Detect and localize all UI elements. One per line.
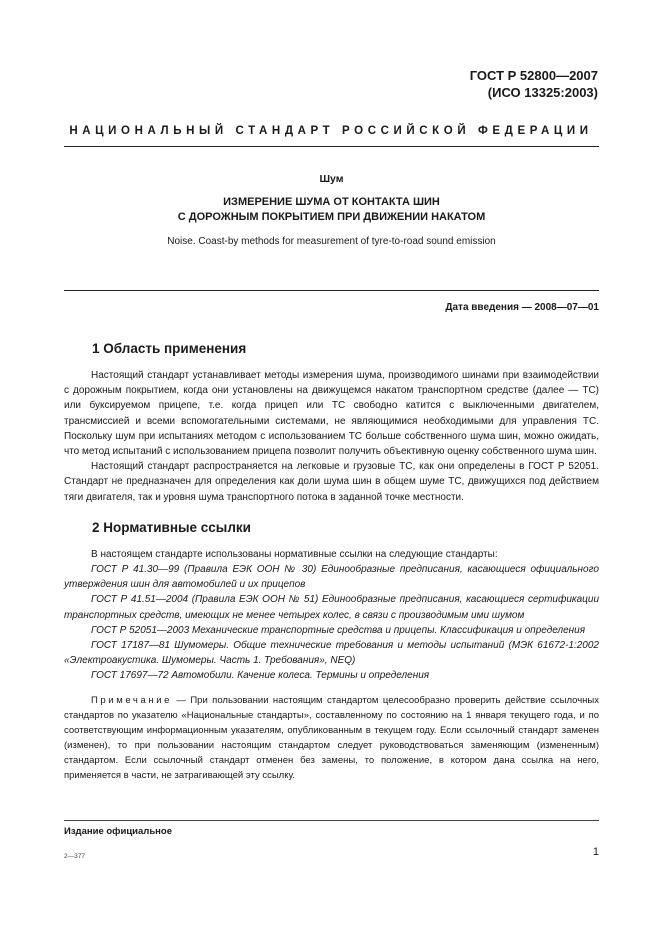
section1-heading: 1 Область применения	[92, 341, 247, 356]
section1-paragraph-2: Настоящий стандарт распространяется на легковые и грузовые ТС, как они определены в ГОСТ Р 52051. Стандарт не предназначен для определения как доли шума шин в общем шуме ТС, движущихся под действием тяги двигателя, так и уровня шума транспортного потока в заданной точке местности.	[64, 461, 599, 503]
national-standard-title: НАЦИОНАЛЬНЫЙ СТАНДАРТ РОССИЙСКОЙ ФЕДЕРАЦИИ	[69, 125, 593, 137]
reference-item: ГОСТ Р 52051—2003 Механические транспортные средства и прицепы. Классификация и определения	[91, 624, 586, 636]
reference-item: ГОСТ 17187—81 Шумомеры. Общие технические требования и методы испытаний (МЭК 61672-1:2002 «Электроакустика. Шумомеры. Часть 1. Требования», NEQ)	[64, 640, 599, 667]
document-body	[64, 340, 599, 783]
reference-item: ГОСТ Р 41.51—2004 (Правила ЕЭК ООН № 51) Единообразные предписания, касающиеся сертификации транспортных средств, имеющих не менее четырех колес, в связи с производимым ими шумом	[64, 594, 599, 621]
section2-heading: 2 Нормативные ссылки	[92, 519, 251, 535]
header-divider	[64, 146, 599, 147]
note-label: Примечание	[91, 694, 172, 706]
document-title-line1: ИЗМЕРЕНИЕ ШУМА ОТ КОНТАКТА ШИН	[223, 196, 440, 208]
section1-paragraph-1: Настоящий стандарт устанавливает методы измерения шума, производимого шинами при взаимодействии с дорожным покрытием, когда они установлены на движущемся накатом транспортном средстве (далее — ТС) или буксируемом прицепе, т.е. когда прицеп или ТС свободно катится с выключенными двигателем, трансмиссией и всеми вспомогательными системами, не являющимися необходимыми для управления ТС. Поскольку шум при испытаниях методом с использованием ТС больше собственного шума шин, можно ожидать, что метод испытаний с использованием прицепа позволит получить объективную оценку собственного шума шин.	[64, 370, 599, 458]
reference-item: ГОСТ Р 41.30—99 (Правила ЕЭК ООН № 30) Единообразные предписания, касающиеся официального утверждения шин для автомобилей и их прицепов	[64, 564, 599, 591]
note-text: — При пользовании настоящим стандартом целесообразно проверить действие ссылочных стандартов по указателю «Национальные стандарты», составленному по состоянию на 1 января текущего года, и по соответствующим информационным указателям, опубликованным в текущем году. Если ссылочный стандарт заменен (изменен), то при пользовании настоящим стандартом следует руководствоваться заменяющим (измененным) стандартом. Если ссылочный стандарт отменен без замены, то положение, в котором дана ссылка на него, применяется в части, не затрагивающей эту ссылку.	[64, 694, 599, 781]
footer-divider	[64, 820, 599, 821]
print-code: 2—377	[64, 853, 85, 860]
reference-item: ГОСТ 17697—72 Автомобили. Качение колеса. Термины и определения	[91, 670, 430, 682]
document-title	[64, 195, 599, 225]
references-intro: В настоящем стандарте использованы нормативные ссылки на следующие стандарты:	[91, 548, 498, 560]
edition-label: Издание официальное	[64, 826, 172, 837]
document-title-line2: С ДОРОЖНЫМ ПОКРЫТИЕМ ПРИ ДВИЖЕНИИ НАКАТОМ	[177, 211, 486, 223]
iso-number: (ИСО 13325:2003)	[487, 85, 598, 100]
title-divider	[64, 290, 599, 291]
english-title: Noise. Coast-by methods for measurement of tyre-to-road sound emission	[167, 236, 496, 247]
page-number: 1	[592, 846, 599, 858]
document-subject: Шум	[319, 173, 344, 185]
standard-identifier	[470, 67, 598, 101]
references-note	[64, 693, 599, 783]
introduction-date: Дата введения — 2008—07—01	[445, 302, 599, 313]
standard-number: ГОСТ Р 52800—2007	[469, 68, 598, 83]
